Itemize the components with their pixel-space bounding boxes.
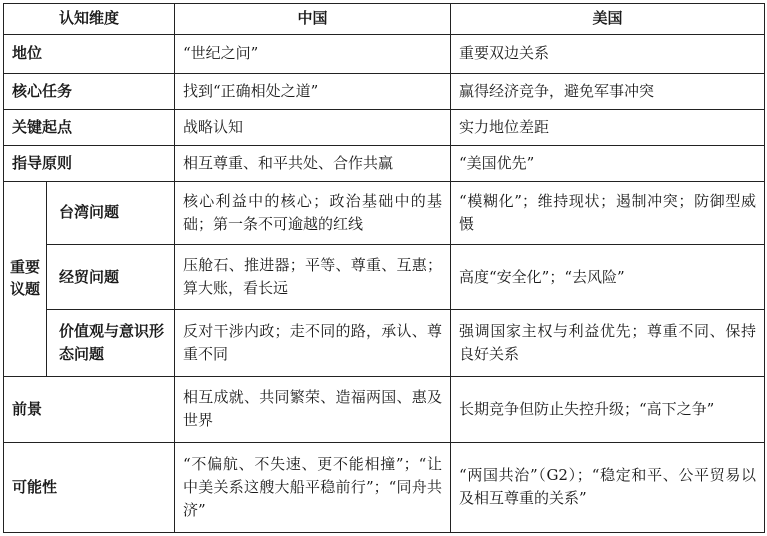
header-row xyxy=(4,4,765,35)
cell-china-core-task: 找到“正确相处之道” xyxy=(175,73,451,109)
table-row xyxy=(4,109,765,145)
cell-china-trade: 压舱石、推进器；平等、尊重、互惠；算大账，看长远 xyxy=(175,245,451,310)
table-row xyxy=(4,245,765,310)
row-label-core-task: 核心任务 xyxy=(4,73,175,109)
table-row xyxy=(4,442,765,532)
cell-usa-principle: “美国优先” xyxy=(451,145,765,181)
row-label-principle: 指导原则 xyxy=(4,145,175,181)
cell-china-principle: 相互尊重、和平共处、合作共赢 xyxy=(175,145,451,181)
row-label-prospect: 前景 xyxy=(4,376,175,442)
header-dimension: 认知维度 xyxy=(4,4,175,35)
row-label-key-start: 关键起点 xyxy=(4,109,175,145)
cell-usa-values: 强调国家主权与利益优先；尊重不同、保持良好关系 xyxy=(451,310,765,377)
table-row xyxy=(4,73,765,109)
row-label-values: 价值观与意识形态问题 xyxy=(47,310,175,377)
cell-usa-status: 重要双边关系 xyxy=(451,34,765,73)
row-label-status: 地位 xyxy=(4,34,175,73)
row-label-trade: 经贸问题 xyxy=(47,245,175,310)
cell-china-status: “世纪之问” xyxy=(175,34,451,73)
cell-usa-taiwan: “模糊化”；维持现状；遏制冲突；防御型威慑 xyxy=(451,181,765,245)
row-label-possibility: 可能性 xyxy=(4,442,175,532)
table-row xyxy=(4,145,765,181)
cell-china-prospect: 相互成就、共同繁荣、造福两国、惠及世界 xyxy=(175,376,451,442)
comparison-table-wrapper xyxy=(3,3,764,533)
group-label-major-issues xyxy=(4,181,47,376)
table-row xyxy=(4,34,765,73)
cell-china-possibility: “不偏航、不失速、更不能相撞”；“让中美关系这艘大船平稳前行”；“同舟共济” xyxy=(175,442,451,532)
cell-china-taiwan: 核心利益中的核心；政治基础中的基础；第一条不可逾越的红线 xyxy=(175,181,451,245)
table-row xyxy=(4,310,765,377)
table-row xyxy=(4,181,765,245)
header-usa: 美国 xyxy=(451,4,765,35)
cell-usa-possibility: “两国共治”（G2）；“稳定和平、公平贸易以及相互尊重的关系” xyxy=(451,442,765,532)
table-row xyxy=(4,376,765,442)
cell-china-key-start: 战略认知 xyxy=(175,109,451,145)
header-china: 中国 xyxy=(175,4,451,35)
cell-china-values: 反对干涉内政；走不同的路，承认、尊重不同 xyxy=(175,310,451,377)
cell-usa-key-start: 实力地位差距 xyxy=(451,109,765,145)
cell-usa-trade: 高度“安全化”；“去风险” xyxy=(451,245,765,310)
cell-usa-prospect: 长期竞争但防止失控升级；“高下之争” xyxy=(451,376,765,442)
cell-usa-core-task: 赢得经济竞争，避免军事冲突 xyxy=(451,73,765,109)
row-label-taiwan: 台湾问题 xyxy=(47,181,175,245)
comparison-table xyxy=(3,3,765,533)
group-label-text: 重要议题 xyxy=(9,258,40,299)
